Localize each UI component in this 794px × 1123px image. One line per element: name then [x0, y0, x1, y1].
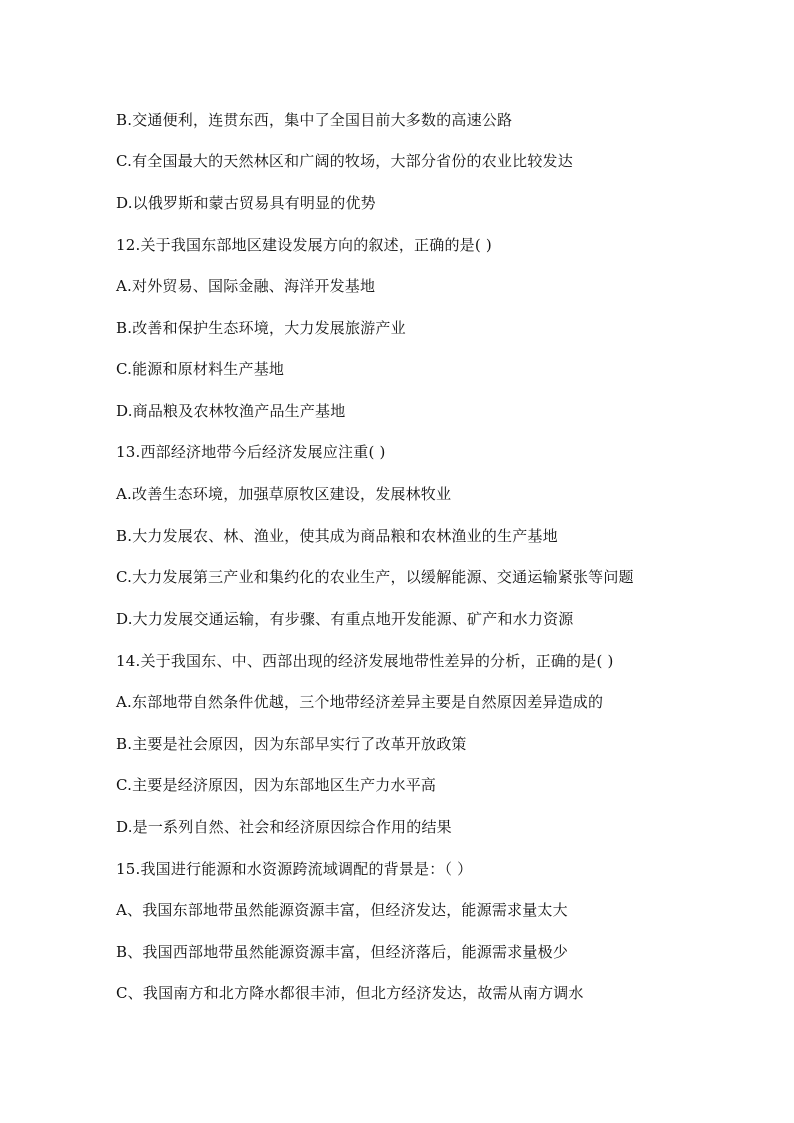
option-13-a: A.改善生态环境，加强草原牧区建设，发展林牧业 [116, 485, 452, 503]
question-13: 13.西部经济地带今后经济发展应注重( ) [116, 443, 386, 461]
option-12-a: A.对外贸易、国际金融、海洋开发基地 [116, 277, 376, 295]
option-14-c: C.主要是经济原因，因为东部地区生产力水平高 [116, 776, 437, 794]
option-12-b: B.改善和保护生态环境，大力发展旅游产业 [116, 319, 406, 337]
question-12: 12.关于我国东部地区建设发展方向的叙述，正确的是( ) [116, 236, 492, 254]
option-14-d: D.是一系列自然、社会和经济原因综合作用的结果 [116, 818, 452, 836]
option-13-b: B.大力发展农、林、渔业，使其成为商品粮和农林渔业的生产基地 [116, 527, 558, 545]
option-14-a: A.东部地带自然条件优越，三个地带经济差异主要是自然原因差异造成的 [116, 693, 604, 711]
option-11-c: C.有全国最大的天然林区和广阔的牧场，大部分省份的农业比较发达 [116, 152, 573, 170]
question-14: 14.关于我国东、中、西部出现的经济发展地带性差异的分析，正确的是( ) [116, 652, 614, 670]
option-15-b: B、我国西部地带虽然能源资源丰富，但经济落后，能源需求量极少 [116, 943, 569, 961]
question-15: 15.我国进行能源和水资源跨流域调配的背景是：（ ） [116, 860, 473, 878]
option-11-d: D.以俄罗斯和蒙古贸易具有明显的优势 [116, 194, 376, 212]
option-13-d: D.大力发展交通运输，有步骤、有重点地开发能源、矿产和水力资源 [116, 610, 574, 628]
option-12-d: D.商品粮及农林牧渔产品生产基地 [116, 402, 346, 420]
option-13-c: C.大力发展第三产业和集约化的农业生产，以缓解能源、交通运输紧张等问题 [116, 568, 634, 586]
option-15-c: C、我国南方和北方降水都很丰沛，但北方经济发达，故需从南方调水 [116, 984, 584, 1002]
option-15-a: A、我国东部地带虽然能源资源丰富，但经济发达，能源需求量太大 [116, 901, 568, 919]
option-11-b: B.交通便利，连贯东西，集中了全国目前大多数的高速公路 [116, 111, 513, 129]
option-14-b: B.主要是社会原因，因为东部早实行了改革开放政策 [116, 735, 467, 753]
option-12-c: C.能源和原材料生产基地 [116, 360, 285, 378]
